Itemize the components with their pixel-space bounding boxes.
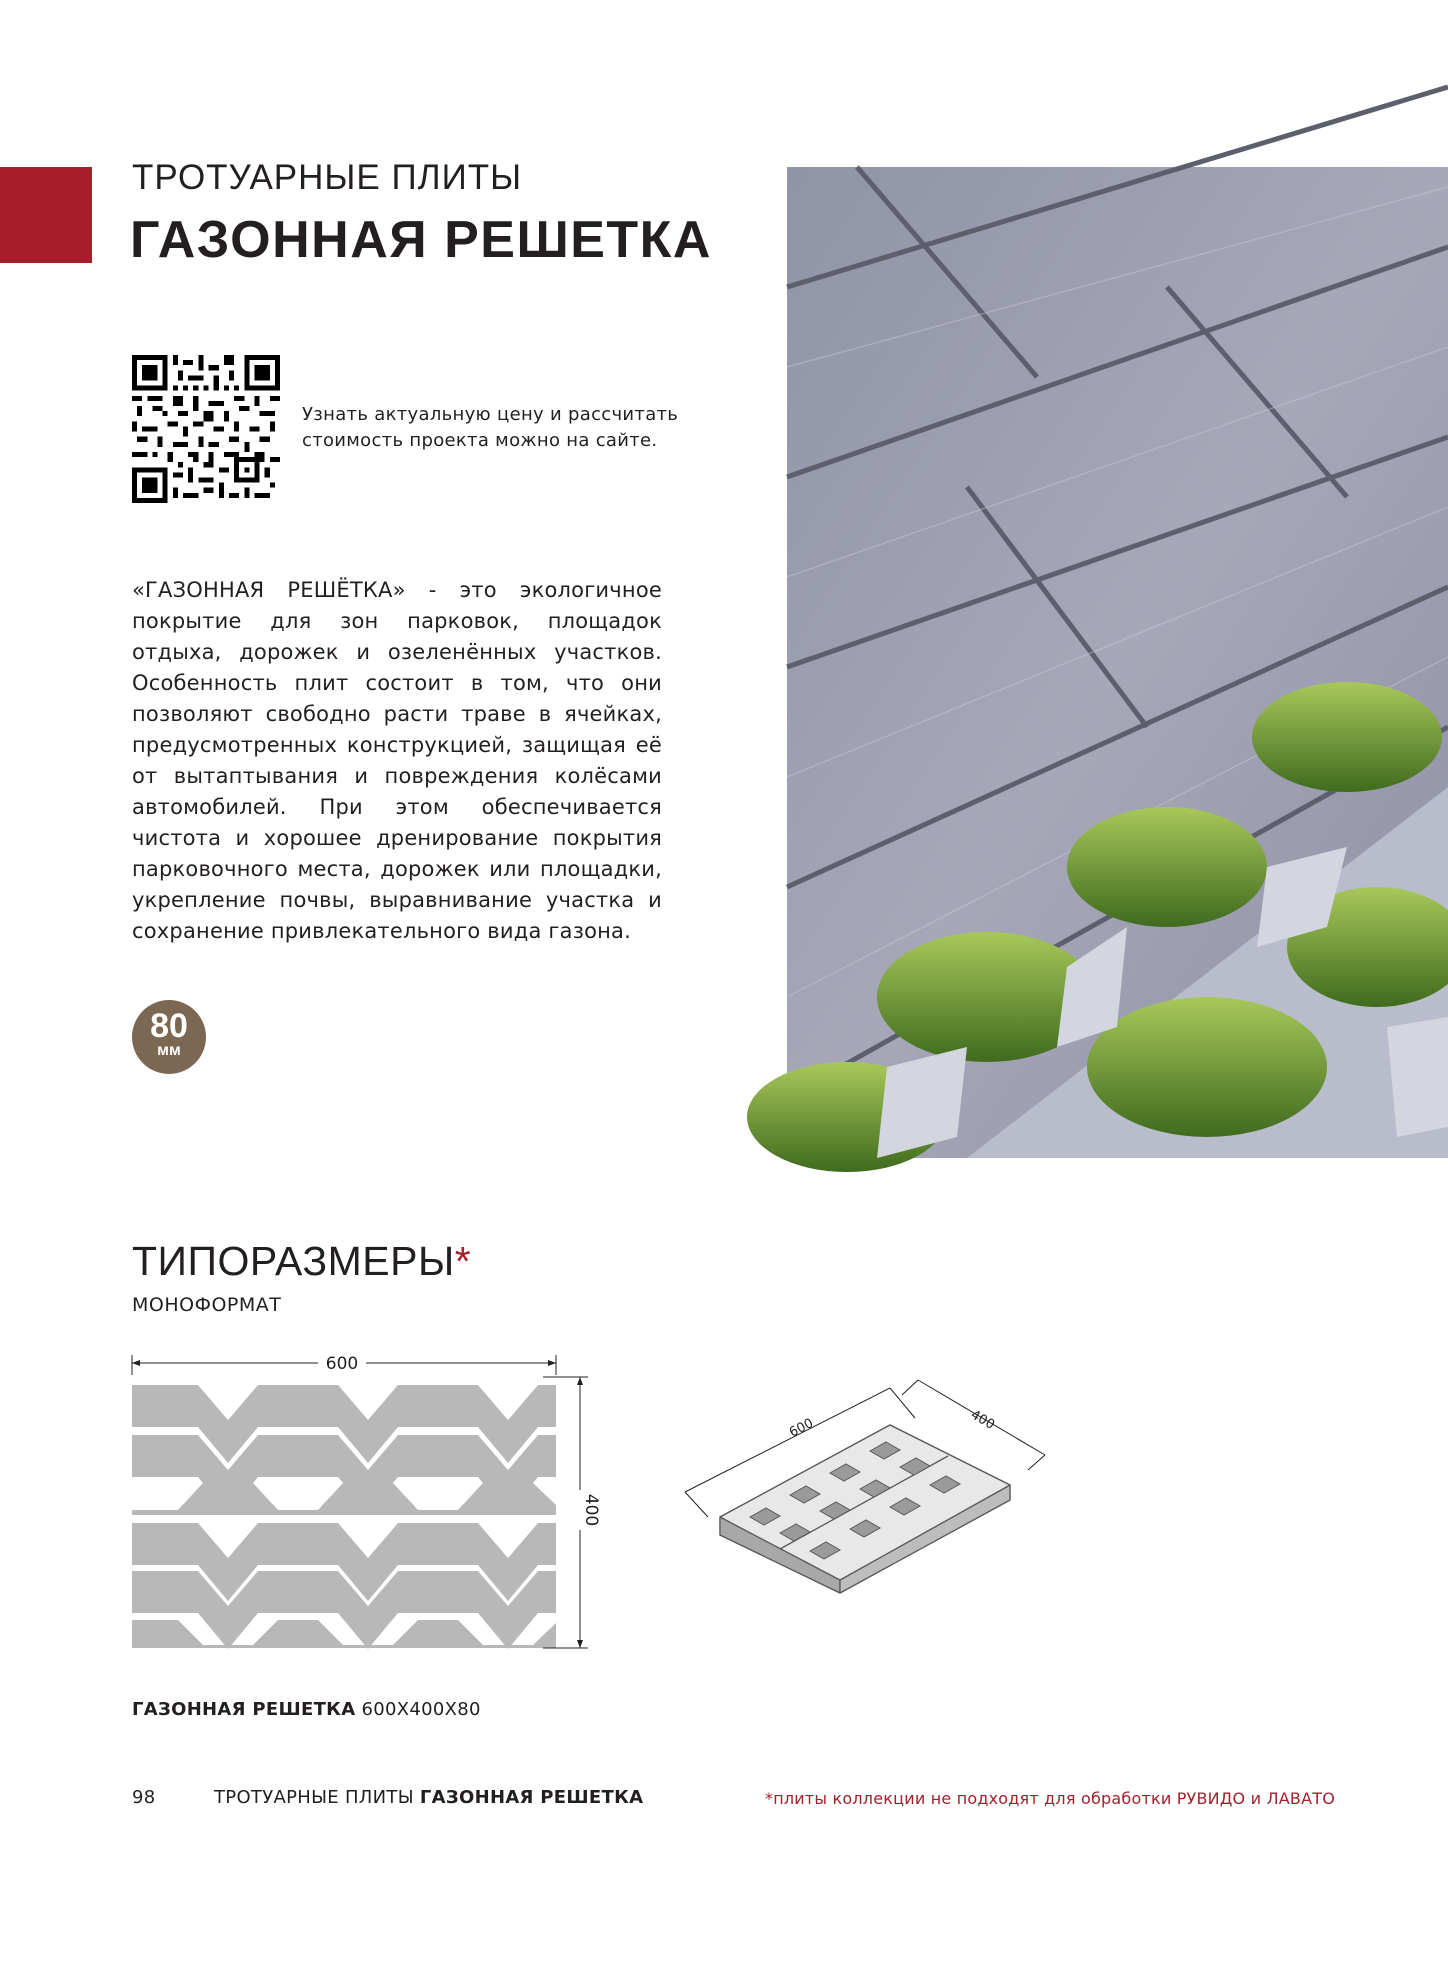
- sizes-heading-asterisk: *: [454, 1238, 472, 1284]
- page-number: 98: [132, 1787, 156, 1808]
- footer-section-bold: ГАЗОННАЯ РЕШЕТКА: [419, 1787, 644, 1808]
- thickness-unit: мм: [157, 1042, 181, 1059]
- dimension-400-label: 400: [581, 1493, 601, 1527]
- sizes-heading: [132, 1238, 471, 1285]
- page-title: ГАЗОННАЯ РЕШЕТКА: [130, 211, 712, 269]
- footer-note: *плиты коллекции не подходят для обработки РУВИДО и ЛАВАТО: [765, 1789, 1335, 1808]
- section-kicker: ТРОТУАРНЫЕ ПЛИТЫ: [132, 158, 523, 197]
- isometric-tile-drawing: [680, 1375, 1060, 1615]
- thickness-value: 80: [150, 1007, 188, 1045]
- thickness-badge: [132, 1000, 206, 1074]
- product-photo: [787, 167, 1448, 1158]
- iso-width-label: 400: [968, 1407, 998, 1433]
- caption-name: ГАЗОННАЯ РЕШЕТКА: [132, 1699, 356, 1720]
- qr-code[interactable]: [132, 355, 280, 503]
- footer-section-name: ТРОТУАРНЫЕ ПЛИТЫ: [214, 1787, 414, 1808]
- sizes-subtitle: МОНОФОРМАТ: [132, 1294, 282, 1316]
- iso-length-label: 600: [787, 1415, 816, 1441]
- tile-outline: [132, 1385, 556, 1649]
- flat-tile-drawing: [128, 1345, 601, 1675]
- qr-note: Узнать актуальную цену и рассчитать стоимость проекта можно на сайте.: [302, 404, 679, 451]
- caption-size: 600Х400Х80: [361, 1699, 481, 1720]
- sizes-heading-text: ТИПОРАЗМЕРЫ: [132, 1238, 455, 1284]
- red-accent-block: [0, 167, 92, 263]
- dimension-600-label: 600: [325, 1354, 359, 1374]
- dimension-600: [132, 1354, 556, 1375]
- footer-section: [214, 1787, 643, 1808]
- product-caption: [132, 1699, 481, 1720]
- product-description: «ГАЗОННАЯ РЕШЁТКА» - это экологичное покрытие для зон парковок, площадок отдыха, дорожек и озеленённых участков. Особенность плит состоит в том, что они позволяют свободно расти траве в ячейках, предусмотренных конструкцией, защищая её от вытаптывания и повреждения колёсами автомобилей. При этом обеспечивается чистота и хорошее дренирование покрытия парковочного места, дорожек или площадки, укрепление почвы, выравнивание участка и сохранение привлекательного вида газона.: [132, 578, 662, 943]
